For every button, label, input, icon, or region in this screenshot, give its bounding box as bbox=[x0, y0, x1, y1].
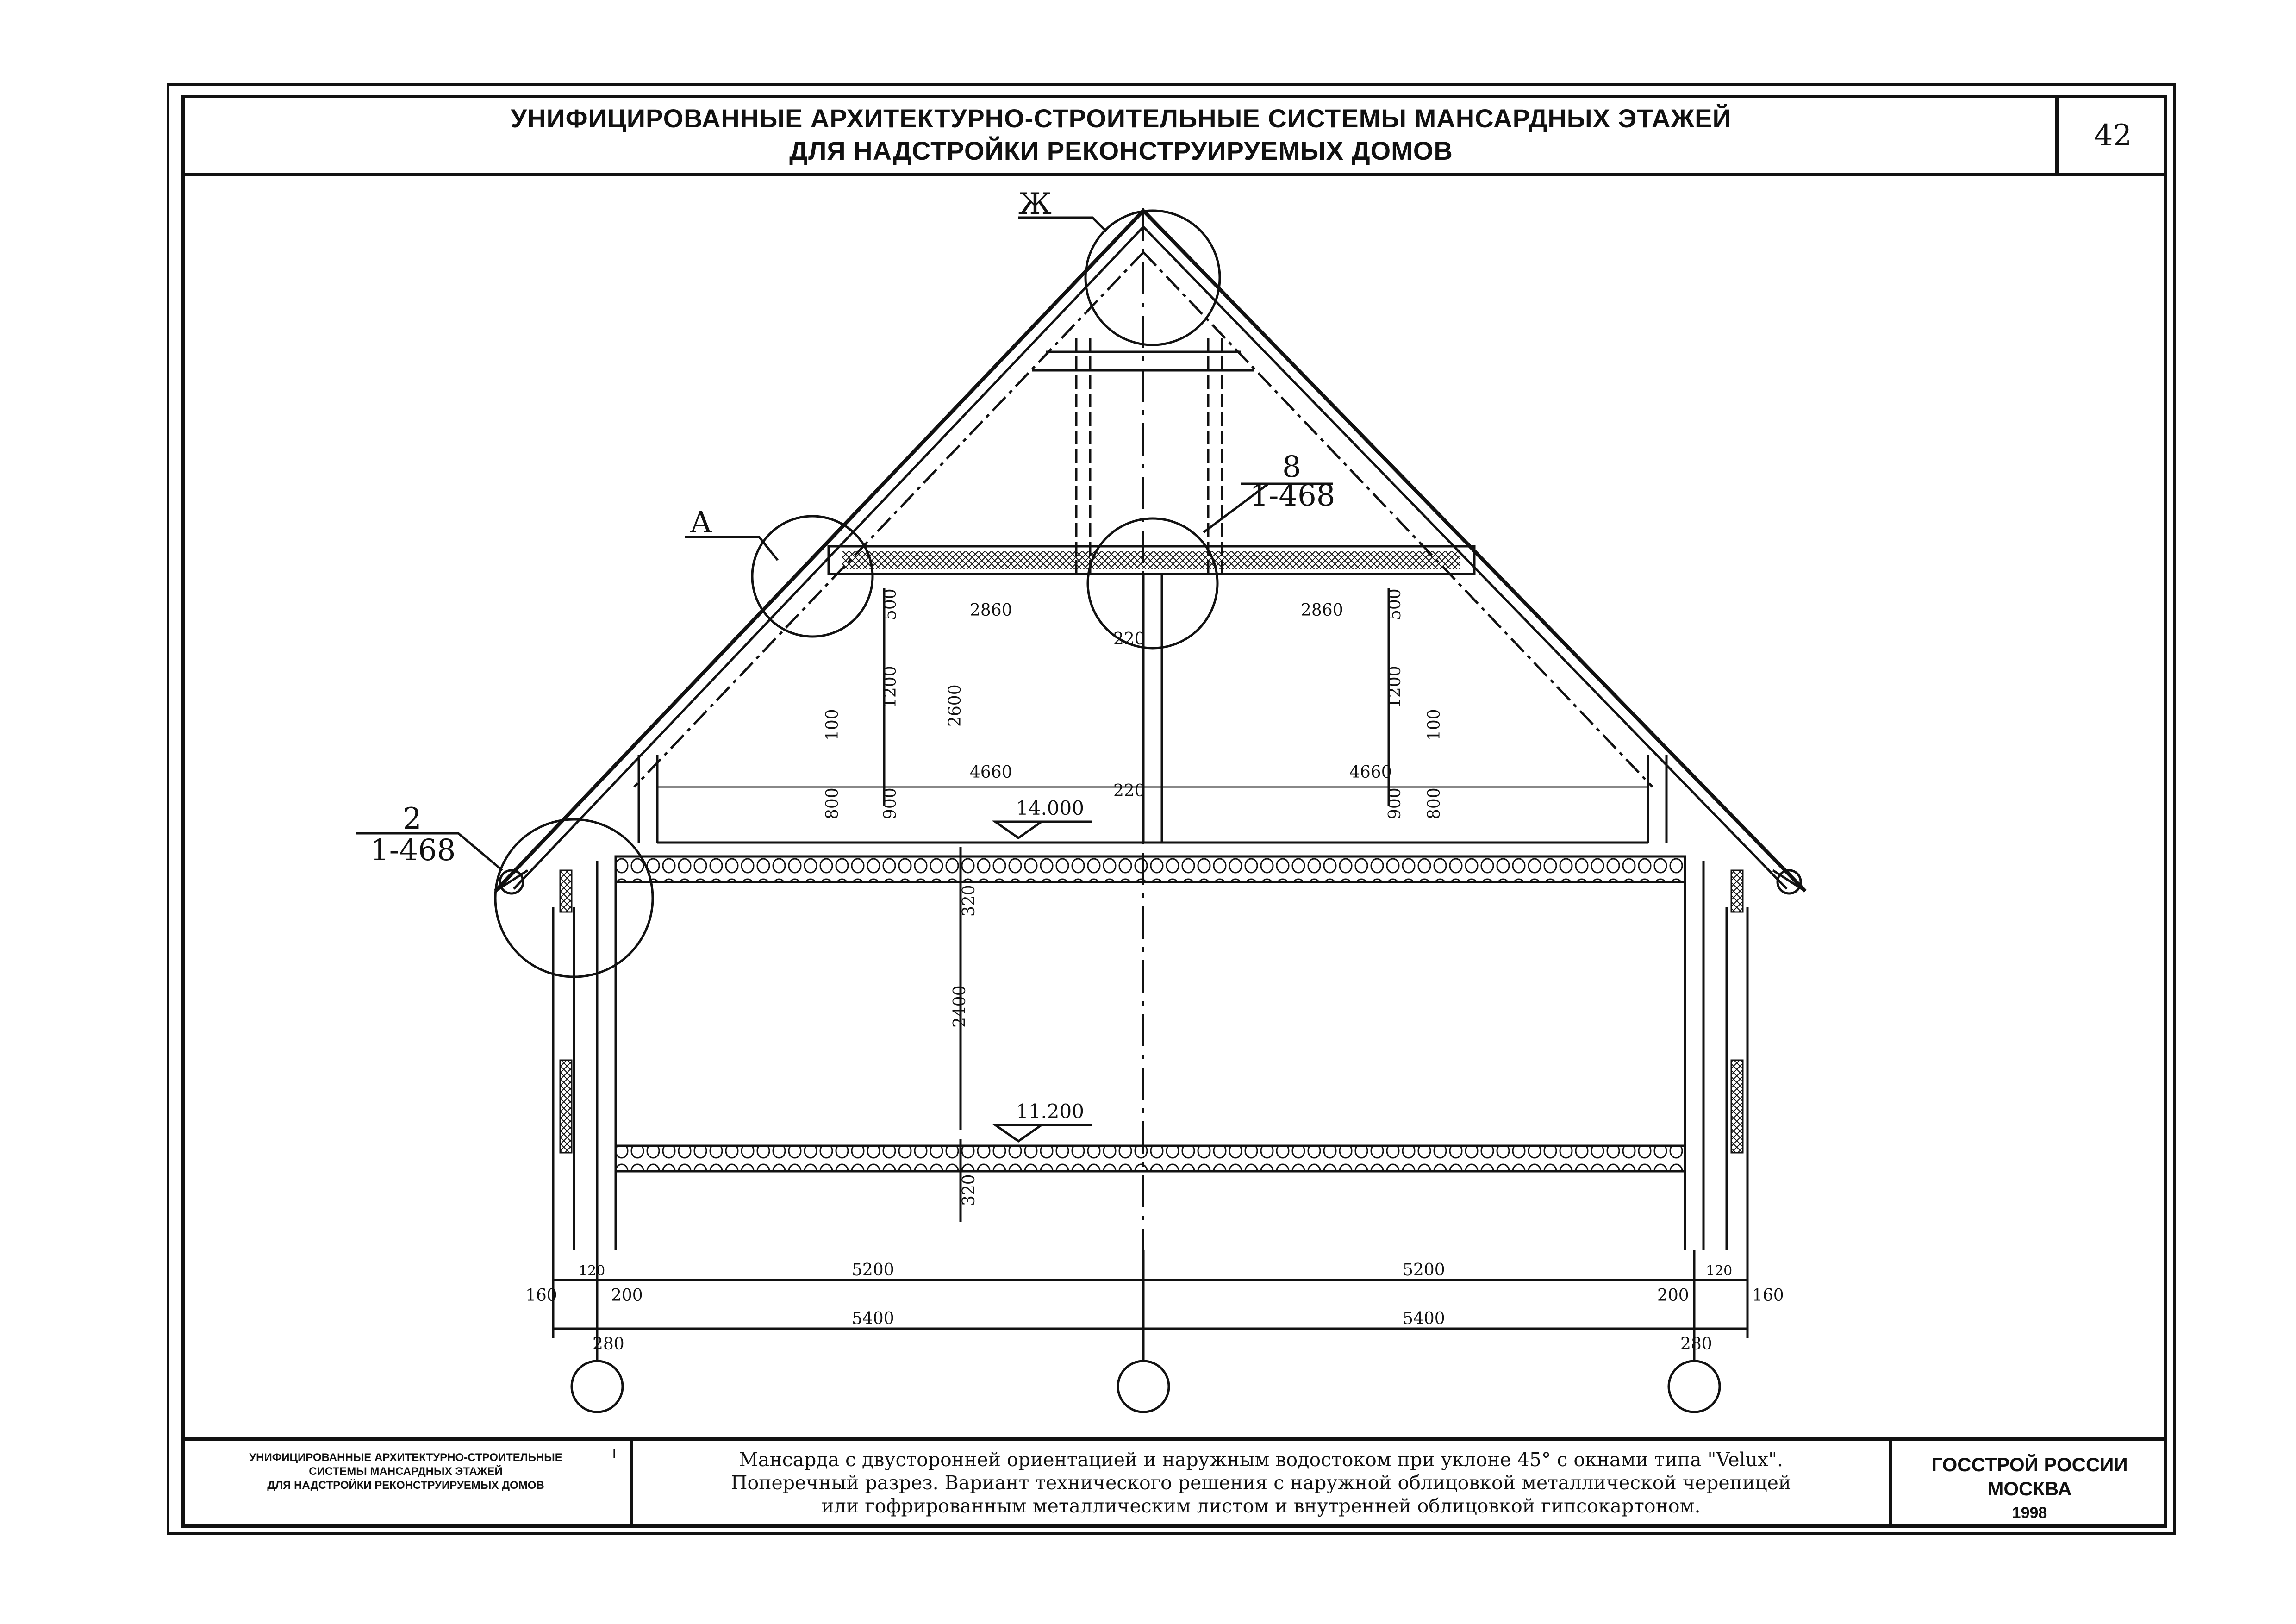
callout-8-ref: 1-468 bbox=[1250, 479, 1335, 513]
level-upper: 14.000 bbox=[1016, 797, 1084, 819]
stamp-issue-number: I bbox=[612, 1446, 616, 1462]
callout-2-number: 2 bbox=[403, 802, 422, 836]
central-partition bbox=[1143, 574, 1162, 843]
dim-800-right: 800 bbox=[1425, 787, 1444, 819]
stamp-org-line-1: ГОССТРОЙ РОССИИ bbox=[1931, 1454, 2128, 1475]
wall-left bbox=[553, 861, 616, 1250]
stamp-description bbox=[633, 1441, 1892, 1528]
floor-slab-upper bbox=[616, 856, 1685, 882]
dim-5400-right: 5400 bbox=[1403, 1309, 1445, 1328]
dim-4660-right: 4660 bbox=[1349, 763, 1392, 782]
dim-900-left: 900 bbox=[881, 787, 900, 819]
axis-bubble-left bbox=[572, 1361, 623, 1412]
stamp-desc-line-3: или гофрированным металлическим листом и внутренней облицовкой гипсокартоном. bbox=[821, 1495, 1701, 1517]
stamp-org-line-2: МОСКВА bbox=[1987, 1478, 2072, 1499]
dim-4660-left: 4660 bbox=[970, 763, 1012, 782]
dim-2860-left: 2860 bbox=[970, 601, 1012, 620]
stamp-series-line-3: ДЛЯ НАДСТРОЙКИ РЕКОНСТРУИРУЕМЫХ ДОМОВ bbox=[267, 1479, 544, 1492]
dim-120-left: 120 bbox=[579, 1263, 605, 1279]
dim-2400: 2400 bbox=[950, 985, 969, 1028]
stamp-desc-line-2: Поперечный разрез. Вариант технического решения с наружной облицовкой металлической черепицей bbox=[730, 1472, 1791, 1494]
stamp-series-line-2: СИСТЕМЫ МАНСАРДНЫХ ЭТАЖЕЙ bbox=[309, 1465, 503, 1478]
dim-5200-left: 5200 bbox=[852, 1261, 894, 1280]
dim-100-right: 100 bbox=[1425, 709, 1444, 741]
dim-5400-left: 5400 bbox=[852, 1309, 894, 1328]
dim-500-left: 500 bbox=[881, 588, 900, 620]
floor-slab-lower bbox=[616, 1146, 1685, 1171]
dim-280-left: 280 bbox=[593, 1335, 624, 1354]
level-lower: 11.200 bbox=[1016, 1100, 1084, 1123]
callout-2-ref: 1-468 bbox=[370, 833, 456, 868]
dim-100-left: 100 bbox=[823, 709, 842, 741]
axis-bubble-right bbox=[1669, 1361, 1720, 1412]
dim-120-right: 120 bbox=[1706, 1263, 1733, 1279]
stamp-organization bbox=[1892, 1441, 2167, 1540]
dim-160-right: 160 bbox=[1752, 1286, 1784, 1305]
dim-160-left: 160 bbox=[525, 1286, 557, 1305]
sheet-number: 42 bbox=[2055, 95, 2167, 176]
dim-220-lower: 220 bbox=[1113, 781, 1145, 800]
dim-1200-left: 1200 bbox=[881, 666, 900, 708]
knee-wall-left bbox=[639, 755, 657, 843]
callout-zh-label: Ж bbox=[1018, 187, 1052, 221]
wall-right bbox=[1685, 861, 1747, 1250]
dim-200-right: 200 bbox=[1657, 1286, 1689, 1305]
dim-320-lower: 320 bbox=[960, 1174, 979, 1206]
title-line-1: УНИФИЦИРОВАННЫЕ АРХИТЕКТУРНО-СТРОИТЕЛЬНЫЕ СИСТЕМЫ МАНСАРДНЫХ ЭТАЖЕЙ bbox=[511, 104, 1732, 133]
dim-800-left: 800 bbox=[823, 787, 842, 819]
stamp-series bbox=[181, 1441, 633, 1528]
stamp-desc-line-1: Мансарда с двусторонней ориентацией и наружным водостоком при уклоне 45° с окнами типа "Velux". bbox=[738, 1449, 1784, 1471]
callout-a-label: А bbox=[690, 506, 712, 540]
callout-8-number: 8 bbox=[1282, 450, 1301, 484]
dim-320-upper: 320 bbox=[960, 885, 979, 917]
dim-2600: 2600 bbox=[946, 684, 965, 727]
title-line-2: ДЛЯ НАДСТРОЙКИ РЕКОНСТРУИРУЕМЫХ ДОМОВ bbox=[789, 136, 1453, 165]
stamp-year: 1998 bbox=[2012, 1504, 2047, 1522]
dim-280-right: 280 bbox=[1680, 1335, 1712, 1354]
dim-1200-right: 1200 bbox=[1385, 666, 1404, 708]
axis-bubble-center bbox=[1118, 1361, 1169, 1412]
dim-2860-right: 2860 bbox=[1301, 601, 1343, 620]
callout-circle-8 bbox=[1088, 518, 1217, 648]
dim-200-left: 200 bbox=[611, 1286, 643, 1305]
dim-5200-right: 5200 bbox=[1403, 1261, 1445, 1280]
dim-220-upper: 220 bbox=[1113, 630, 1145, 649]
dim-500-right: 500 bbox=[1385, 588, 1404, 620]
dim-900-right: 900 bbox=[1385, 787, 1404, 819]
title-stamp bbox=[181, 1437, 2167, 1528]
stamp-series-line-1: УНИФИЦИРОВАННЫЕ АРХИТЕКТУРНО-СТРОИТЕЛЬНЫЕ bbox=[249, 1451, 562, 1464]
knee-wall-right bbox=[1648, 755, 1666, 843]
